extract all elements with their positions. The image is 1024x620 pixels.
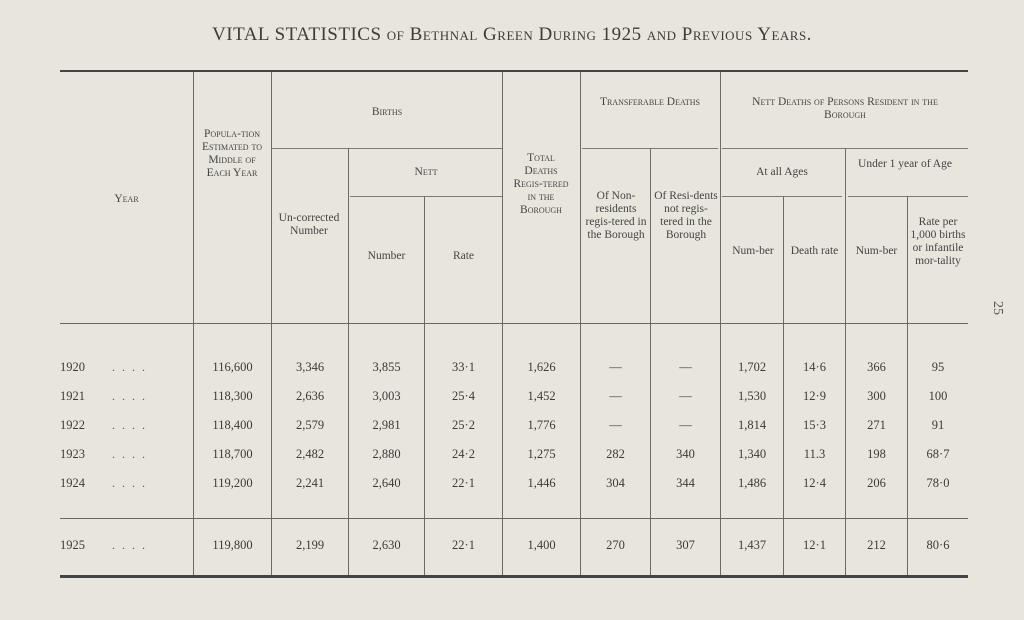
cell-under1-number: 300 [867, 389, 886, 403]
all-ages-rule [722, 196, 842, 197]
header-nett: Nett [414, 166, 438, 178]
cell-total-deaths: 1,776 [527, 418, 556, 432]
cell-dots: . . . . [112, 418, 147, 432]
page-number: 25 [990, 301, 1005, 315]
cell-nett-number: 3,003 [372, 389, 401, 403]
cell-residents: — [679, 360, 692, 374]
cell-non-residents: 270 [606, 538, 625, 552]
table-row [0, 447, 1024, 465]
header-bottom-rule [60, 323, 968, 324]
page-title [0, 24, 1024, 46]
cell-year: 1922 [60, 418, 85, 432]
cell-uncorrected: 2,636 [295, 389, 325, 403]
cell-population: 118,300 [212, 389, 253, 403]
cell-uncorrected: 2,241 [295, 476, 325, 490]
cell-total-deaths: 1,626 [527, 360, 556, 374]
cell-all-number: 1,340 [737, 447, 767, 461]
col-divider [720, 72, 721, 575]
cell-year: 1923 [60, 447, 85, 461]
cell-nett-number: 2,640 [372, 476, 401, 490]
title-sub: of Bethnal Green During 1925 and Previous Years. [386, 24, 812, 45]
header-transferable: Transferable Deaths [600, 96, 700, 108]
col-divider [580, 72, 581, 575]
cell-uncorrected: 2,579 [295, 418, 325, 432]
cell-dots: . . . . [112, 476, 147, 490]
cell-death-rate: 15·3 [803, 418, 826, 432]
cell-under1-number: 271 [867, 418, 886, 432]
cell-total-deaths: 1,452 [527, 389, 556, 403]
cell-infant-rate: 100 [928, 389, 948, 403]
cell-residents: — [679, 389, 692, 403]
cell-year: 1921 [60, 389, 85, 403]
col-divider [271, 72, 272, 575]
cell-non-residents: 304 [606, 476, 625, 490]
cell-nett-number: 2,880 [372, 447, 401, 461]
cell-under1-number: 198 [867, 447, 886, 461]
cell-infant-rate: 80·6 [926, 538, 950, 552]
cell-non-residents: — [609, 360, 622, 374]
cell-death-rate: 12·4 [803, 476, 826, 490]
cell-nett-rate: 22·1 [452, 538, 475, 552]
header-under1-number: Num-ber [855, 245, 898, 257]
table-top-rule [60, 70, 968, 72]
cell-population: 118,700 [212, 447, 253, 461]
cell-all-number: 1,814 [737, 418, 767, 432]
header-all-number: Num-ber [732, 245, 774, 257]
cell-nett-rate: 33·1 [452, 360, 475, 374]
table-row [0, 389, 1024, 407]
header-all-ages: At all Ages [756, 166, 808, 178]
cell-dots: . . . . [112, 360, 147, 374]
births-rule [272, 148, 502, 149]
cell-nett-rate: 25·2 [452, 418, 475, 432]
header-nett-deaths: Nett Deaths of Persons Resident in the Borough [752, 96, 938, 121]
title-main: VITAL STATISTICS [212, 24, 382, 45]
cell-infant-rate: 95 [931, 360, 945, 374]
cell-nett-number: 3,855 [372, 360, 401, 374]
cell-all-number: 1,486 [737, 476, 767, 490]
cell-year: 1925 [60, 538, 85, 552]
cell-residents: 340 [676, 447, 695, 461]
cell-infant-rate: 78·0 [926, 476, 950, 490]
table-row [0, 418, 1024, 436]
cell-residents: — [679, 418, 692, 432]
cell-uncorrected: 3,346 [295, 360, 325, 374]
cell-uncorrected: 2,482 [295, 447, 325, 461]
table-row [0, 476, 1024, 494]
under1-rule [848, 196, 968, 197]
header-nett-number: Number [367, 250, 406, 262]
cell-dots: . . . . [112, 447, 147, 461]
header-residents: Of Resi-dents not regis-tered in the Borough [654, 190, 718, 241]
cell-population: 116,600 [212, 360, 253, 374]
final-row-separator [60, 518, 968, 519]
header-population: Popula-tion Estimated to Middle of Each Year [202, 128, 262, 179]
nett-rule [350, 196, 502, 197]
cell-nett-rate: 25·4 [452, 389, 475, 403]
cell-under1-number: 206 [867, 476, 886, 490]
header-non-residents: Of Non-residents regis-tered in the Borough [585, 190, 647, 241]
table-bottom-rule [60, 575, 968, 578]
cell-all-number: 1,437 [737, 538, 767, 552]
cell-death-rate: 12·1 [803, 538, 826, 552]
cell-population: 118,400 [212, 418, 253, 432]
header-year: Year [114, 193, 139, 205]
cell-death-rate: 14·6 [803, 360, 826, 374]
header-uncorrected: Un-corrected Number [278, 212, 340, 237]
cell-residents: 307 [676, 538, 695, 552]
cell-under1-number: 212 [867, 538, 886, 552]
cell-year: 1924 [60, 476, 85, 490]
header-death-rate: Death rate [790, 245, 839, 257]
table-row [0, 360, 1024, 378]
cell-nett-number: 2,981 [372, 418, 401, 432]
cell-dots: . . . . [112, 538, 147, 552]
cell-total-deaths: 1,400 [527, 538, 556, 552]
col-divider [502, 72, 503, 575]
cell-infant-rate: 68·7 [926, 447, 950, 461]
cell-uncorrected: 2,199 [295, 538, 325, 552]
cell-non-residents: — [609, 389, 622, 403]
cell-population: 119,200 [212, 476, 253, 490]
cell-nett-rate: 24·2 [452, 447, 475, 461]
cell-nett-number: 2,630 [372, 538, 401, 552]
cell-dots: . . . . [112, 389, 147, 403]
cell-death-rate: 12·9 [803, 389, 826, 403]
header-under1: Under 1 year of Age [858, 158, 952, 170]
header-total-deaths: Total Deaths Regis-tered in the Borough [513, 152, 569, 216]
table-row-1925 [0, 538, 1024, 556]
cell-death-rate: 11.3 [803, 447, 826, 461]
cell-under1-number: 366 [867, 360, 886, 374]
cell-non-residents: 282 [606, 447, 625, 461]
col-divider [193, 72, 194, 575]
header-infant-rate: Rate per 1,000 births or infantile mor-tality [910, 216, 966, 267]
header-births: Births [371, 106, 403, 118]
cell-all-number: 1,530 [737, 389, 767, 403]
header-nett-rate: Rate [452, 250, 475, 262]
cell-infant-rate: 91 [931, 418, 945, 432]
cell-residents: 344 [676, 476, 695, 490]
cell-total-deaths: 1,275 [527, 447, 556, 461]
cell-all-number: 1,702 [737, 360, 767, 374]
cell-year: 1920 [60, 360, 85, 374]
cell-population: 119,800 [212, 538, 253, 552]
cell-nett-rate: 22·1 [452, 476, 475, 490]
cell-non-residents: — [609, 418, 622, 432]
cell-total-deaths: 1,446 [527, 476, 556, 490]
